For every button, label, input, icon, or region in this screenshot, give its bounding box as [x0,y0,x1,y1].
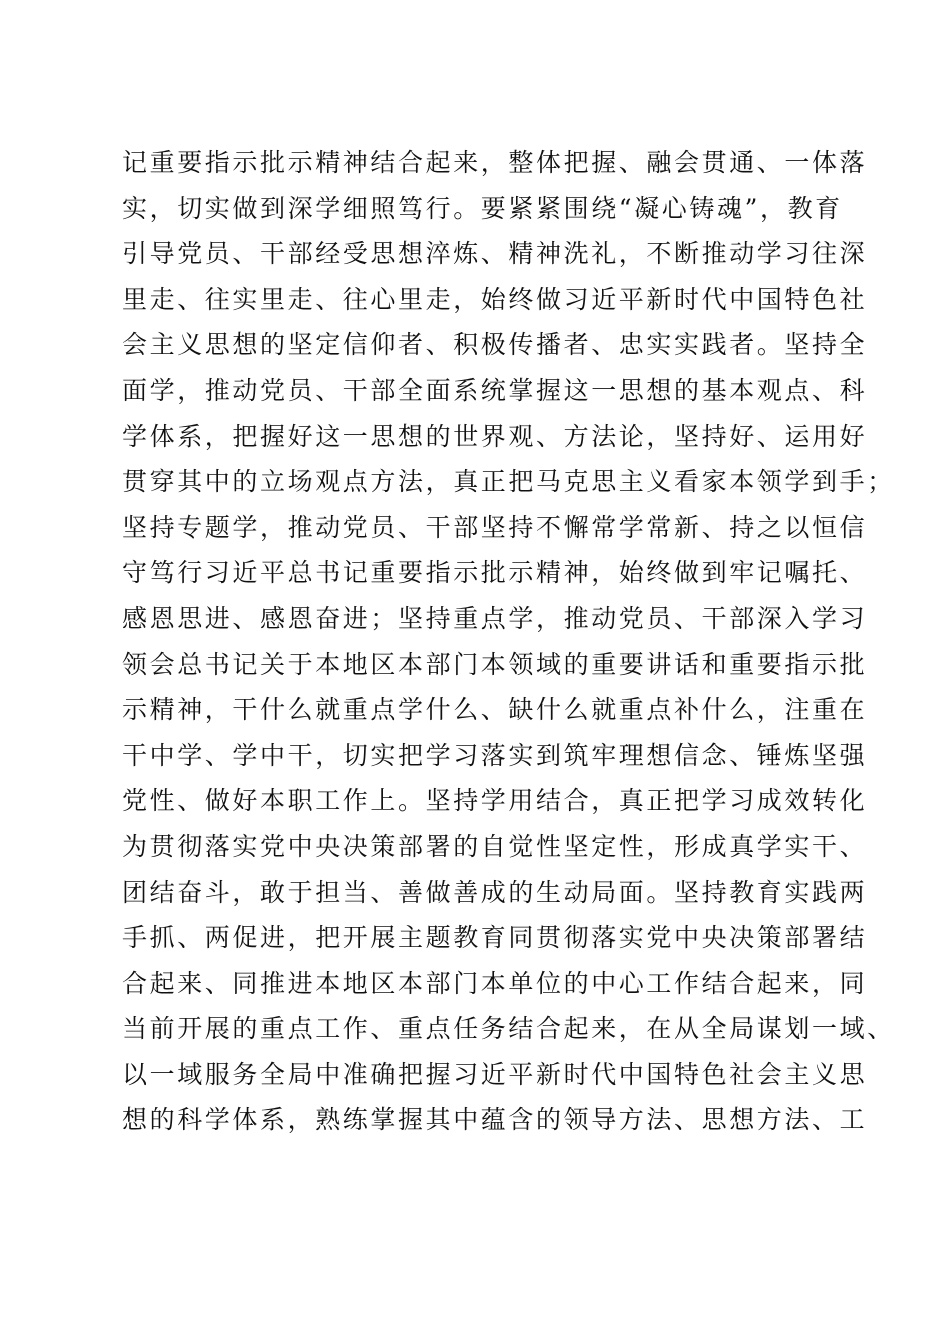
text-line: 学体系，把握好这一思想的世界观、方法论，坚持好、运用好 [122,421,868,451]
text-line: 坚持专题学，推动党员、干部坚持不懈常学常新、持之以恒信 [122,512,868,542]
text-line: 里走、往实里走、往心里走，始终做习近平新时代中国特色社 [122,284,868,314]
text-line: 手抓、两促进，把开展主题教育同贯彻落实党中央决策部署结 [122,923,868,953]
text-line: 贯穿其中的立场观点方法，真正把马克思主义看家本领学到手； [122,467,895,497]
text-line: 合起来、同推进本地区本部门本单位的中心工作结合起来，同 [122,968,868,998]
text-line: 想的科学体系，熟练掌握其中蕴含的领导方法、思想方法、工 [122,1105,868,1135]
text-line: 领会总书记关于本地区本部门本领域的重要讲话和重要指示批 [122,649,868,679]
text-line: 实，切实做到深学细照笃行。要紧紧围绕“凝心铸魂”，教育 [122,193,843,223]
text-line: 感恩思进、感恩奋进；坚持重点学，推动党员、干部深入学习 [122,603,868,633]
text-line: 党性、做好本职工作上。坚持学用结合，真正把学习成效转化 [122,786,868,816]
text-line: 干中学、学中干，切实把学习落实到筑牢理想信念、锤炼坚强 [122,740,868,770]
text-line: 当前开展的重点工作、重点任务结合起来，在从全局谋划一域、 [122,1014,895,1044]
text-line: 引导党员、干部经受思想淬炼、精神洗礼，不断推动学习往深 [122,239,868,269]
text-line: 以一域服务全局中准确把握习近平新时代中国特色社会主义思 [122,1059,868,1089]
text-line: 会主义思想的坚定信仰者、积极传播者、忠实实践者。坚持全 [122,330,868,360]
text-line: 为贯彻落实党中央决策部署的自觉性坚定性，形成真学实干、 [122,831,868,861]
text-line: 团结奋斗，敢于担当、善做善成的生动局面。坚持教育实践两 [122,877,868,907]
text-line: 记重要指示批示精神结合起来，整体把握、融会贯通、一体落 [122,148,868,177]
text-line: 守笃行习近平总书记重要指示批示精神，始终做到牢记嘱托、 [122,558,868,588]
text-line: 面学，推动党员、干部全面系统掌握这一思想的基本观点、科 [122,375,868,405]
text-line: 示精神，干什么就重点学什么、缺什么就重点补什么，注重在 [122,695,868,725]
body-paragraph [122,140,895,1143]
